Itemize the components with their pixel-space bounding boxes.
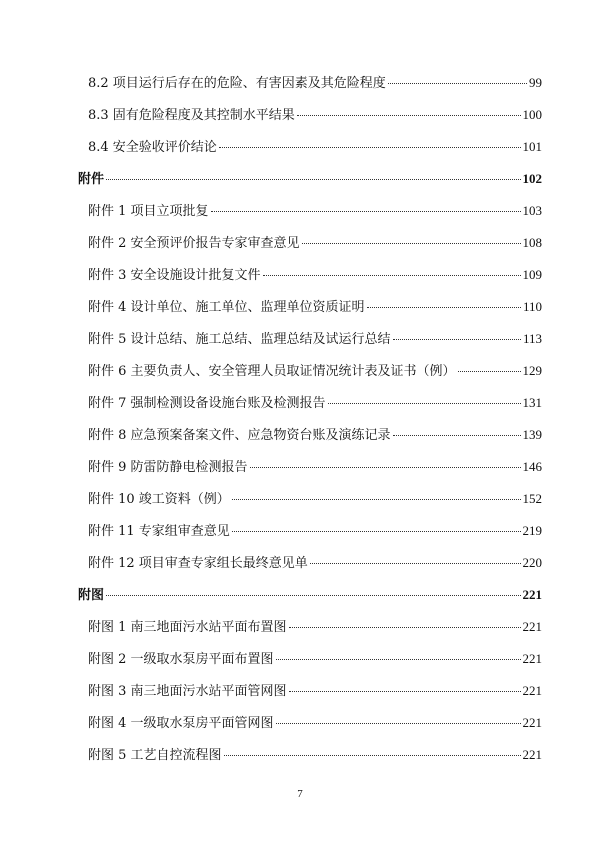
toc-entry[interactable] <box>78 451 542 483</box>
toc-entry-page: 102 <box>522 171 542 186</box>
toc-entry-page: 109 <box>522 267 542 282</box>
toc-entry[interactable] <box>78 291 542 323</box>
toc-entry-title: 8.3 固有危险程度及其控制水平结果 <box>88 108 295 123</box>
toc-leader-dots <box>328 403 521 404</box>
toc-entry[interactable] <box>78 675 542 707</box>
toc-leader-dots <box>250 467 521 468</box>
toc-entry-title: 附件 12 项目审查专家组长最终意见单 <box>88 556 308 571</box>
toc-leader-dots <box>302 243 521 244</box>
toc-entry-title: 附件 2 安全预评价报告专家审查意见 <box>88 236 300 251</box>
toc-entry-page: 221 <box>522 587 542 602</box>
toc-entry-title: 附件 7 强制检测设备设施台账及检测报告 <box>88 396 326 411</box>
toc-entry[interactable] <box>78 323 542 355</box>
toc-entry[interactable] <box>78 515 542 547</box>
toc-entry-page: 219 <box>522 523 542 538</box>
toc-leader-dots <box>276 659 521 660</box>
toc-leader-dots <box>263 275 521 276</box>
toc-entry-title: 附件 3 安全设施设计批复文件 <box>88 268 261 283</box>
toc-entry-page: 131 <box>522 395 542 410</box>
toc-entry[interactable] <box>78 67 542 99</box>
toc-entry-page: 99 <box>529 75 542 90</box>
toc-entry-page: 221 <box>522 715 542 730</box>
toc-entry-page: 152 <box>522 491 542 506</box>
toc-leader-dots <box>211 211 521 212</box>
toc-entry-title: 8.4 安全验收评价结论 <box>88 140 217 155</box>
toc-entry[interactable] <box>78 195 542 227</box>
toc-leader-dots <box>367 307 521 308</box>
toc-entry-title: 附件 1 项目立项批复 <box>88 204 209 219</box>
toc-entry-page: 129 <box>522 363 542 378</box>
toc-entry-page: 220 <box>522 555 542 570</box>
toc-entry[interactable] <box>78 227 542 259</box>
toc-entry-page: 221 <box>522 683 542 698</box>
toc-entry-title: 附件 5 设计总结、施工总结、监理总结及试运行总结 <box>88 332 391 347</box>
toc-entry[interactable] <box>78 131 542 163</box>
toc-entry-page: 221 <box>522 747 542 762</box>
toc-leader-dots <box>310 563 521 564</box>
toc-entry[interactable] <box>78 579 542 611</box>
toc-entry-page: 100 <box>522 107 542 122</box>
toc-entry[interactable] <box>78 483 542 515</box>
toc-entry-title: 附图 2 一级取水泵房平面布置图 <box>88 652 274 667</box>
toc-entry-title: 附件 8 应急预案备案文件、应急物资台账及演练记录 <box>88 428 391 443</box>
toc-entry-page: 101 <box>522 139 542 154</box>
toc-entry-title: 附图 <box>78 588 105 603</box>
toc-entry[interactable] <box>78 739 542 771</box>
toc-leader-dots <box>276 723 521 724</box>
toc-leader-dots <box>393 435 521 436</box>
toc-leader-dots <box>289 627 521 628</box>
toc-entry[interactable] <box>78 387 542 419</box>
toc-entry-title: 附件 6 主要负责人、安全管理人员取证情况统计表及证书（例） <box>88 364 456 379</box>
toc-entry-title: 8.2 项目运行后存在的危险、有害因素及其危险程度 <box>88 76 386 91</box>
toc-entry-title: 附件 10 竣工资料（例） <box>88 492 230 507</box>
toc-entry[interactable] <box>78 643 542 675</box>
toc-entry-page: 110 <box>522 299 542 314</box>
toc-leader-dots <box>219 147 521 148</box>
toc-entry-title: 附图 1 南三地面污水站平面布置图 <box>88 620 287 635</box>
toc-leader-dots <box>297 115 521 116</box>
toc-entry-title: 附件 11 专家组审查意见 <box>88 524 230 539</box>
toc-entry-title: 附件 <box>78 172 105 187</box>
toc-entry[interactable] <box>78 163 542 195</box>
toc-entry[interactable] <box>78 611 542 643</box>
toc-entry-title: 附图 4 一级取水泵房平面管网图 <box>88 716 274 731</box>
toc-entry-page: 146 <box>522 459 542 474</box>
toc-entry[interactable] <box>78 99 542 131</box>
toc-entry-page: 221 <box>522 651 542 666</box>
toc-entry[interactable] <box>78 259 542 291</box>
toc-entry-page: 113 <box>522 331 542 346</box>
toc-leader-dots <box>106 179 520 180</box>
toc-entry-page: 139 <box>522 427 542 442</box>
toc-entry[interactable] <box>78 419 542 451</box>
toc-entry-title: 附图 3 南三地面污水站平面管网图 <box>88 684 287 699</box>
toc-entry-title: 附件 4 设计单位、施工单位、监理单位资质证明 <box>88 300 365 315</box>
toc-entry[interactable] <box>78 547 542 579</box>
toc-leader-dots <box>289 691 521 692</box>
toc-entry[interactable] <box>78 355 542 387</box>
toc-leader-dots <box>232 531 521 532</box>
toc-entry-page: 221 <box>522 619 542 634</box>
toc-leader-dots <box>393 339 521 340</box>
toc-entry-page: 103 <box>522 203 542 218</box>
toc-leader-dots <box>458 371 521 372</box>
toc-entry-page: 108 <box>522 235 542 250</box>
toc-leader-dots <box>232 499 521 500</box>
toc-entry-title: 附图 5 工艺自控流程图 <box>88 748 222 763</box>
page-number: 7 <box>297 788 303 800</box>
toc-leader-dots <box>224 755 521 756</box>
toc-leader-dots <box>388 83 527 84</box>
toc-entry-title: 附件 9 防雷防静电检测报告 <box>88 460 248 475</box>
toc-entry[interactable] <box>78 707 542 739</box>
toc-leader-dots <box>106 595 520 596</box>
table-of-contents <box>78 67 542 771</box>
